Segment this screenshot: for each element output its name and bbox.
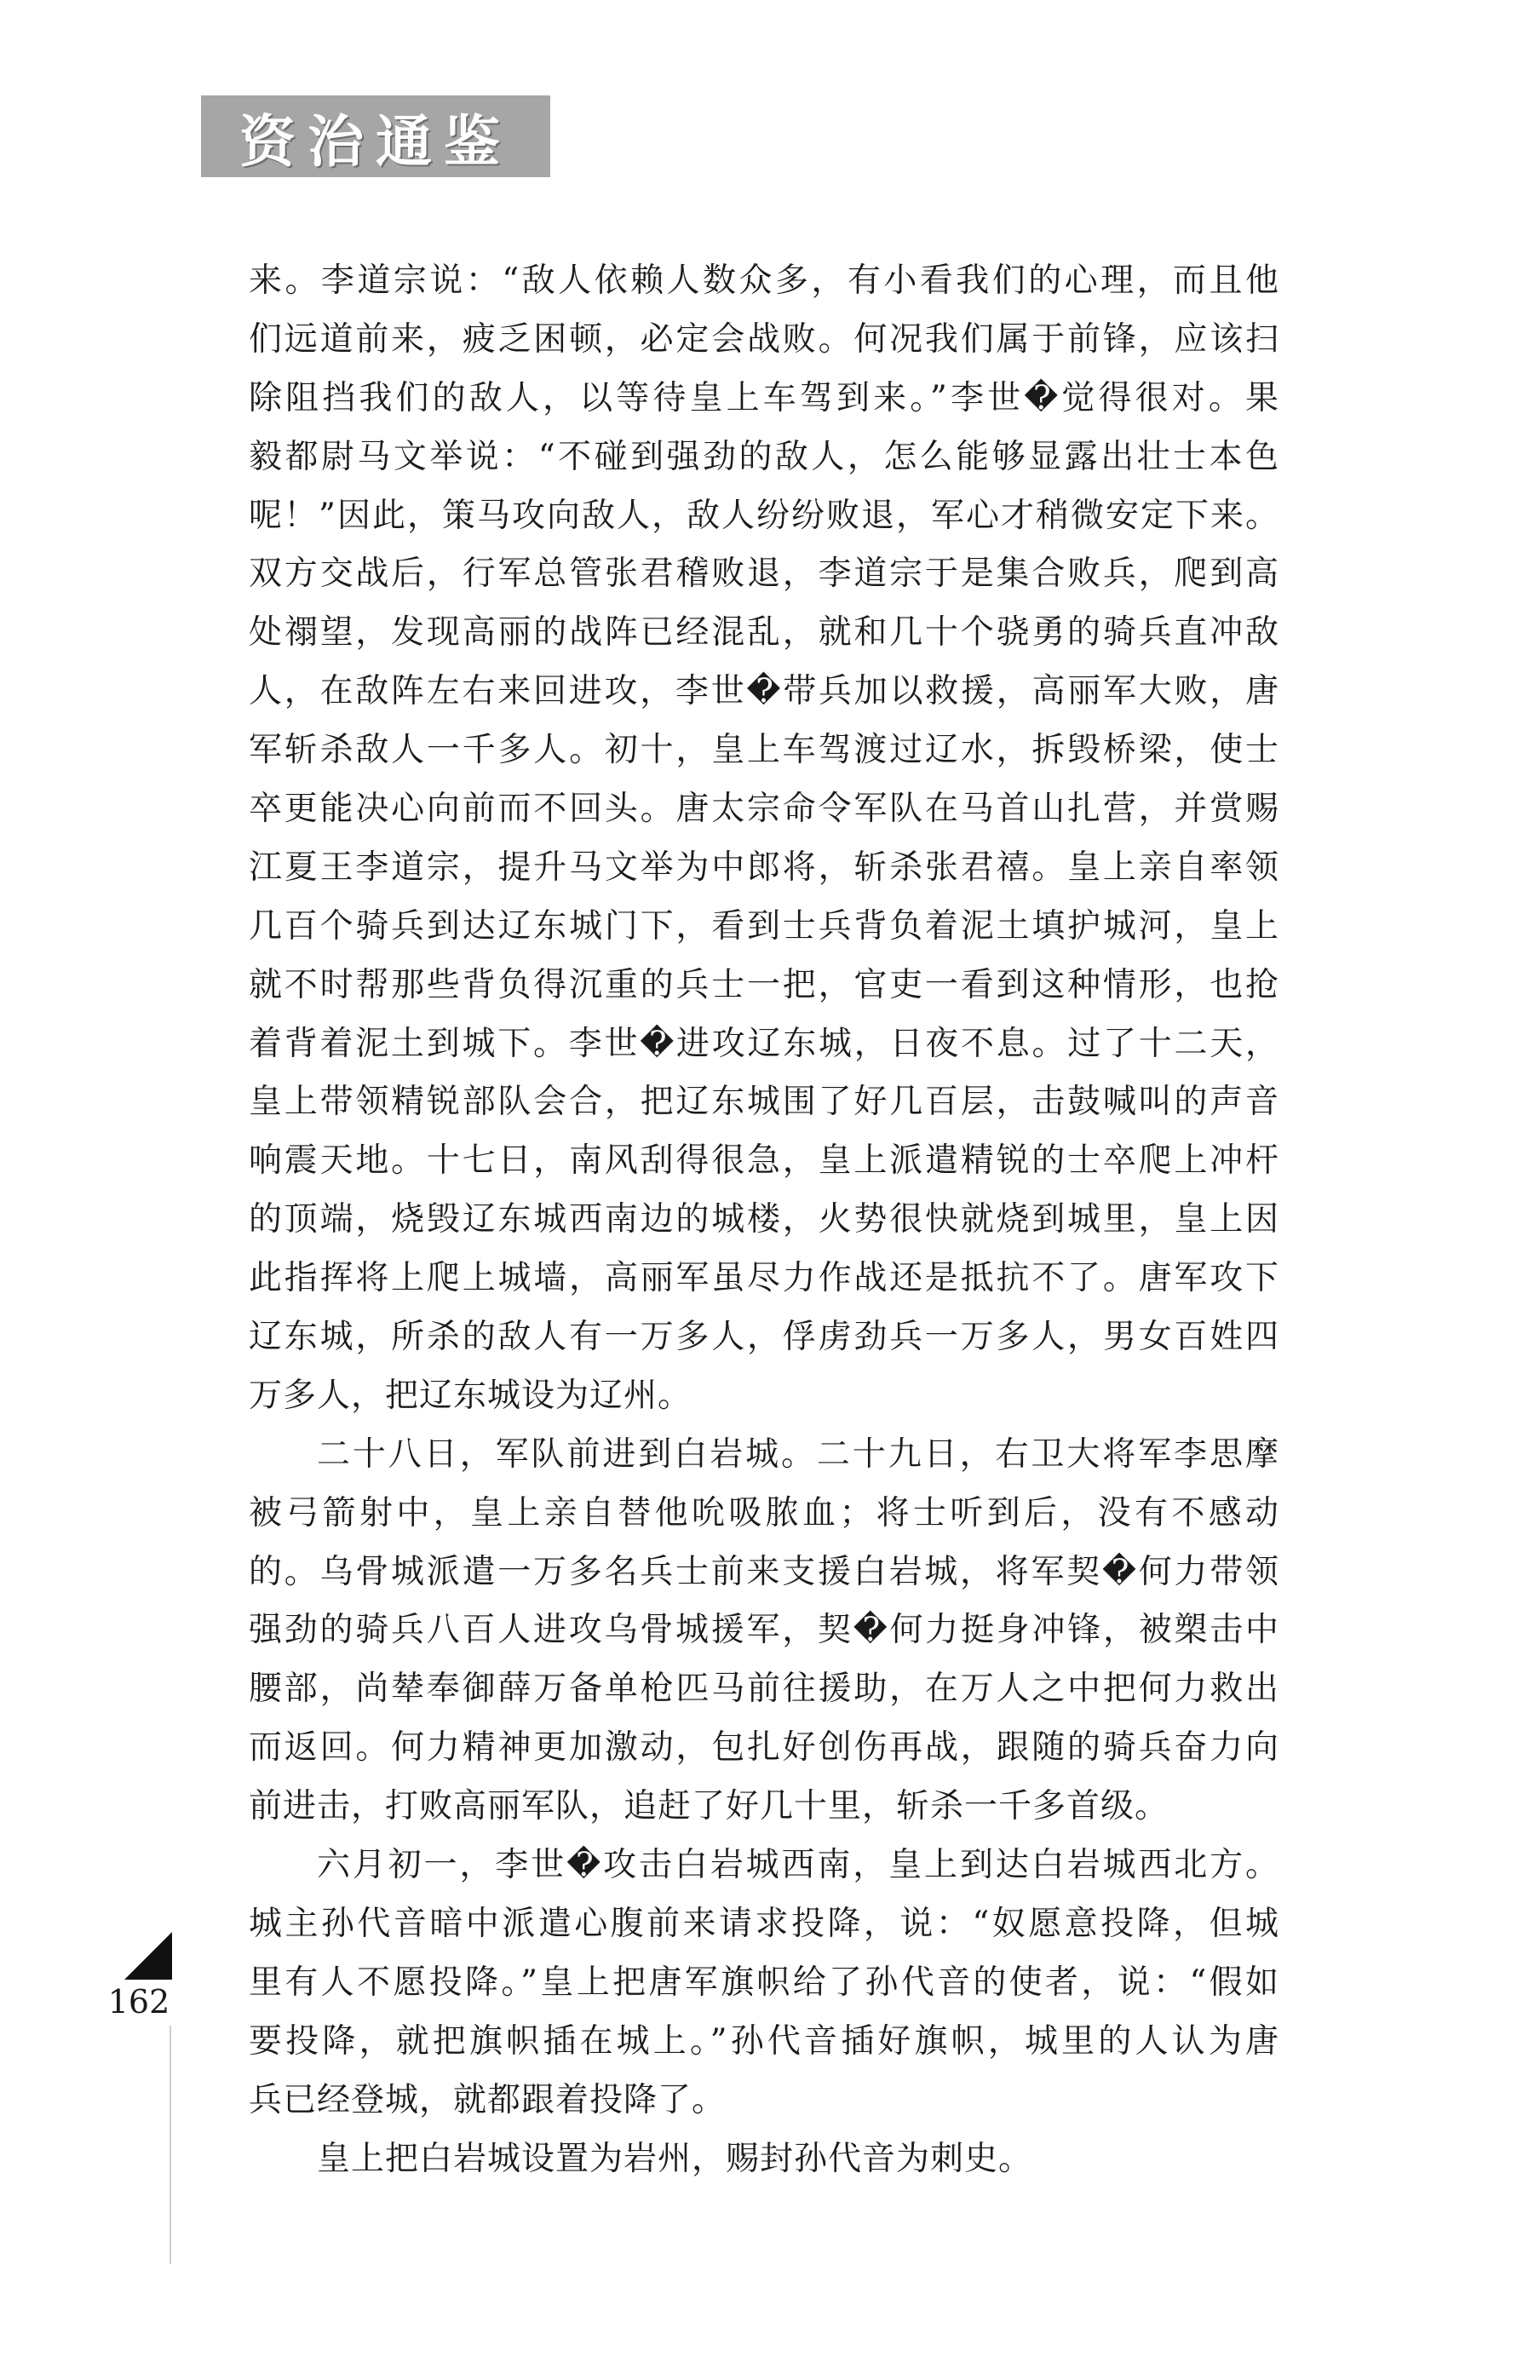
margin-rule	[170, 2026, 171, 2264]
text-line: 们远道前来，疲乏困顿，必定会战败。何况我们属于前锋，应该扫	[249, 319, 1279, 359]
text-line: 六月初一，李世�攻击白岩城西南，皇上到达白岩城西北方。	[317, 1846, 1279, 1885]
text-line: 被弓箭射中，皇上亲自替他吮吸脓血；将士听到后，没有不感动	[249, 1493, 1279, 1532]
text-line: 处禤望，发现高丽的战阵已经混乱，就和几十个骁勇的骑兵直冲敌	[249, 613, 1279, 652]
text-line: 就不时帮那些背负得沉重的兵士一把，官吏一看到这种情形，也抢	[249, 965, 1279, 1004]
text-line: 而返回。何力精神更加激动，包扎好创伤再战，跟随的骑兵奋力向	[249, 1728, 1279, 1768]
text-line: 除阻挡我们的敌人，以等待皇上车驾到来。”李世�觉得很对。果	[249, 378, 1279, 417]
text-line: 江夏王李道宗，提升马文举为中郎将，斩杀张君禧。皇上亲自率领	[249, 848, 1279, 887]
text-line: 此指挥将上爬上城墙，高丽军虽尽力作战还是抵抗不了。唐军攻下	[249, 1259, 1279, 1298]
text-line: 几百个骑兵到达辽东城门下，看到士兵背负着泥土填护城河，皇上	[249, 906, 1279, 946]
book-title-banner	[201, 95, 550, 177]
page-number: 162	[107, 1983, 170, 2021]
text-line: 人，在敌阵左右来回进攻，李世�带兵加以救援，高丽军大败，唐	[249, 672, 1279, 711]
text-line: 军斩杀敌人一千多人。初十，皇上车驾渡过辽水，拆毁桥梁，使士	[249, 731, 1279, 770]
text-line: 要投降，就把旗帜插在城上。”孙代音插好旗帜，城里的人认为唐	[249, 2021, 1279, 2061]
text-line: 腰部，尚辇奉御薛万备单枪匹马前往援助，在万人之中把何力救出	[249, 1670, 1279, 1709]
text-line: 强劲的骑兵八百人进攻乌骨城援军，契�何力挺身冲锋，被槊击中	[249, 1611, 1279, 1650]
page-corner-triangle	[124, 1932, 172, 1980]
body-text	[249, 252, 1279, 2188]
book-title: 资治通鉴	[239, 108, 512, 175]
text-line: 兵已经登城，就都跟着投降了。	[249, 2080, 727, 2119]
text-line: 来。李道宗说：“敌人依赖人数众多，有小看我们的心理，而且他	[249, 262, 1279, 300]
text-line: 前进击，打败高丽军队，追赶了好几十里，斩杀一千多首级。	[249, 1787, 1169, 1826]
text-line: 着背着泥土到城下。李世�进攻辽东城，日夜不息。过了十二天，	[249, 1024, 1279, 1063]
text-line: 的顶端，烧毁辽东城西南边的城楼，火势很快就烧到城里，皇上因	[249, 1200, 1279, 1239]
text-line: 响震天地。十七日，南风刮得很急，皇上派遣精锐的士卒爬上冲杆	[249, 1141, 1279, 1181]
text-line: 双方交战后，行军总管张君稽败退，李道宗于是集合败兵，爬到高	[249, 555, 1279, 594]
text-line: 的。乌骨城派遣一万多名兵士前来支援白岩城，将军契�何力带领	[249, 1552, 1279, 1591]
text-line: 皇上把白岩城设置为岩州，赐封孙代音为刺史。	[317, 2139, 1033, 2178]
text-line: 卒更能决心向前而不回头。唐太宗命令军队在马首山扎营，并赏赐	[249, 790, 1279, 829]
text-line: 里有人不愿投降。”皇上把唐军旗帜给了孙代音的使者，说：“假如	[249, 1963, 1279, 2002]
text-line: 万多人，把辽东城设为辽州。	[249, 1376, 692, 1415]
text-line: 二十八日，军队前进到白岩城。二十九日，右卫大将军李思摩	[317, 1434, 1279, 1474]
text-line: 皇上带领精锐部队会合，把辽东城围了好几百层，击鼓喊叫的声音	[249, 1083, 1279, 1122]
text-line: 辽东城，所杀的敌人有一万多人，俘虏劲兵一万多人，男女百姓四	[249, 1318, 1279, 1357]
text-line: 毅都尉马文举说：“不碰到强劲的敌人，怎么能够显露出壮士本色	[249, 437, 1279, 476]
text-line: 城主孙代音暗中派遣心腹前来请求投降，说：“奴愿意投降，但城	[249, 1904, 1279, 1943]
text-line: 呢！”因此，策马攻向敌人，敌人纷纷败退，军心才稍微安定下来。	[249, 496, 1279, 535]
